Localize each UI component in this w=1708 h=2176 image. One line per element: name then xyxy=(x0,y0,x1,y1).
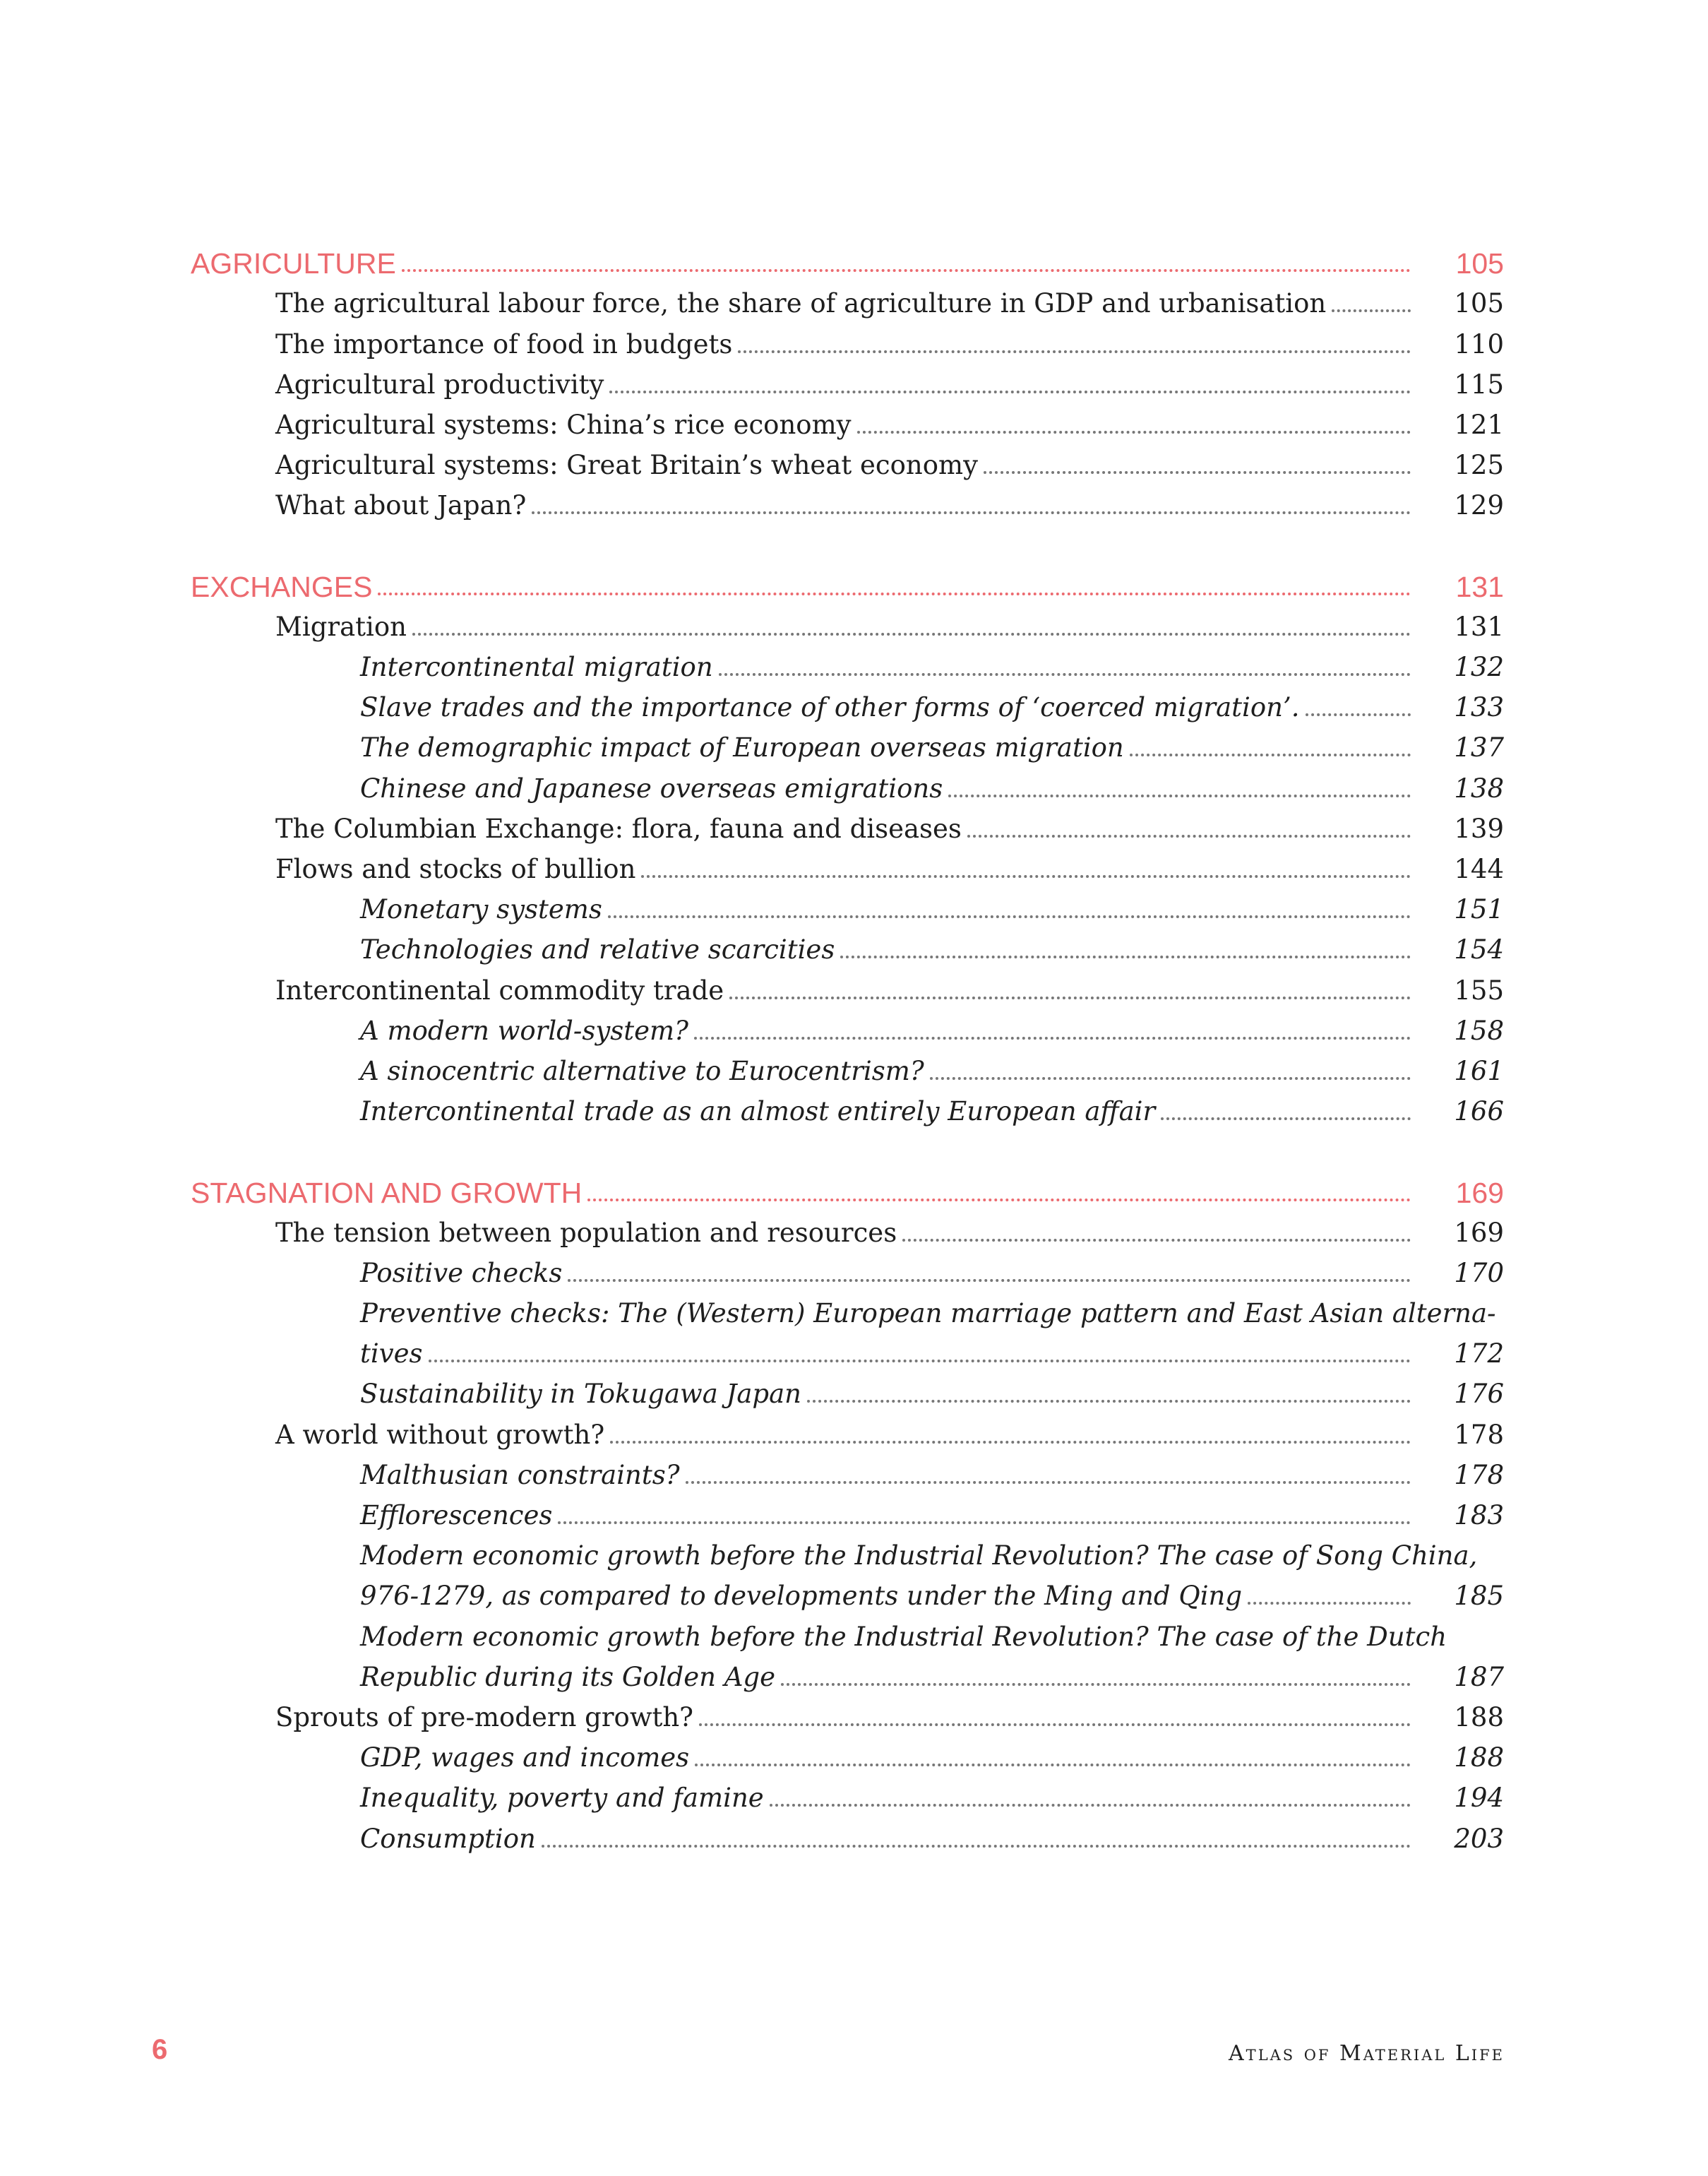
dot-leader xyxy=(542,1845,1411,1848)
entry-title: Slave trades and the importance of other forms of ‘coerced migration’. xyxy=(360,692,1300,723)
entry-title: Sustainability in Tokugawa Japan xyxy=(360,1379,801,1410)
toc-subentry[interactable] xyxy=(191,1451,1504,1491)
dot-leader xyxy=(587,1199,1411,1201)
entry-page-number: 133 xyxy=(1454,692,1504,723)
entry-title: Sprouts of pre-modern growth? xyxy=(275,1701,694,1732)
dot-leader xyxy=(699,1723,1411,1726)
entry-page-number: 125 xyxy=(1454,450,1504,481)
toc-subentry[interactable] xyxy=(191,643,1504,683)
entry-title: Agricultural productivity xyxy=(275,369,604,400)
running-footer-title: Atlas of Material Life xyxy=(1229,2041,1505,2066)
entry-page-number: 132 xyxy=(1454,652,1504,683)
entry-title: Intercontinental migration xyxy=(360,652,713,683)
toc-entry[interactable] xyxy=(191,1410,1504,1450)
entry-title: Agricultural systems: China’s rice economy xyxy=(275,409,852,440)
entry-page-number: 166 xyxy=(1454,1096,1504,1127)
toc-section-heading[interactable] xyxy=(191,562,1504,602)
dot-leader xyxy=(402,269,1411,272)
dot-leader xyxy=(807,1400,1411,1403)
entry-page-number: 203 xyxy=(1454,1823,1504,1854)
toc-subentry[interactable] xyxy=(191,763,1504,804)
dot-leader xyxy=(857,431,1411,434)
entry-page-number: 187 xyxy=(1454,1661,1504,1692)
entry-title: The tension between population and resources xyxy=(275,1217,897,1248)
entry-page-number: 178 xyxy=(1454,1419,1504,1450)
section-spacer xyxy=(191,521,1504,561)
entry-page-number: 121 xyxy=(1454,409,1504,440)
toc-entry[interactable] xyxy=(191,804,1504,845)
toc-entry[interactable] xyxy=(191,279,1504,319)
entry-title: Republic during its Golden Age xyxy=(360,1661,776,1692)
toc-subentry[interactable] xyxy=(191,1814,1504,1854)
entry-page-number: 161 xyxy=(1454,1055,1504,1086)
entry-title: A world without growth? xyxy=(275,1419,605,1450)
dot-leader xyxy=(568,1279,1411,1282)
entry-title: The demographic impact of European overseas migration xyxy=(360,732,1124,763)
dot-leader xyxy=(1130,754,1411,756)
dot-leader xyxy=(532,511,1411,514)
toc-subentry[interactable] xyxy=(191,1249,1504,1289)
entry-page-number: 115 xyxy=(1454,369,1504,400)
entry-page-number: 137 xyxy=(1454,732,1504,763)
entry-title: Inequality, poverty and famine xyxy=(360,1783,764,1814)
entry-page-number: 110 xyxy=(1454,328,1504,359)
dot-leader xyxy=(719,673,1411,676)
page-number: 6 xyxy=(152,2034,168,2065)
entry-title: Positive checks xyxy=(360,1257,563,1288)
toc-subentry[interactable] xyxy=(191,1653,1504,1693)
toc-entry[interactable] xyxy=(191,481,1504,521)
entry-title: GDP, wages and incomes xyxy=(360,1742,690,1773)
toc-subentry[interactable] xyxy=(191,683,1504,723)
dot-leader xyxy=(608,915,1411,918)
entry-title: 976-1279, as compared to developments under the Ming and Qing xyxy=(360,1581,1243,1612)
dot-leader xyxy=(770,1804,1411,1807)
section-title: STAGNATION AND GROWTH xyxy=(191,1176,583,1209)
entry-page-number: 155 xyxy=(1454,975,1504,1006)
toc-subentry[interactable] xyxy=(191,885,1504,925)
dot-leader xyxy=(695,1764,1411,1766)
entry-page-number: 129 xyxy=(1454,490,1504,521)
toc-subentry[interactable] xyxy=(191,1773,1504,1814)
entry-title: Flows and stocks of bullion xyxy=(275,854,636,884)
dot-leader xyxy=(378,593,1411,595)
toc-entry-first-line[interactable]: Modern economic growth before the Industrial Revolution? The case of Song China, xyxy=(360,1540,1478,1571)
dot-leader xyxy=(1248,1602,1411,1605)
entry-title: What about Japan? xyxy=(275,490,527,521)
toc-subentry[interactable] xyxy=(191,1047,1504,1087)
entry-page-number: 169 xyxy=(1454,1217,1504,1248)
entry-page-number: 105 xyxy=(1454,288,1504,319)
toc-subentry[interactable] xyxy=(191,1571,1504,1612)
entry-title: Technologies and relative scarcities xyxy=(360,934,835,965)
entry-title: The agricultural labour force, the share of agriculture in GDP and urbanisation xyxy=(275,288,1327,319)
entry-title: The Columbian Exchange: flora, fauna and diseases xyxy=(275,813,962,844)
entry-page-number: 139 xyxy=(1454,813,1504,844)
dot-leader xyxy=(609,391,1411,393)
entry-title: Consumption xyxy=(360,1823,536,1854)
section-page-number: 105 xyxy=(1455,247,1504,280)
entry-page-number: 158 xyxy=(1454,1015,1504,1046)
entry-title: A sinocentric alternative to Eurocentrism? xyxy=(360,1055,924,1086)
entry-title: Intercontinental commodity trade xyxy=(275,975,724,1006)
entry-page-number: 176 xyxy=(1454,1379,1504,1410)
toc-entry[interactable] xyxy=(191,319,1504,359)
dot-leader xyxy=(558,1521,1411,1524)
entry-title: Intercontinental trade as an almost entirely European affair xyxy=(360,1096,1156,1127)
entry-title: The importance of food in budgets xyxy=(275,328,733,359)
dot-leader xyxy=(1306,713,1411,716)
entry-page-number: 151 xyxy=(1454,894,1504,925)
toc-subentry[interactable] xyxy=(191,1733,1504,1773)
entry-page-number: 138 xyxy=(1454,773,1504,804)
entry-title: Migration xyxy=(275,611,407,642)
entry-page-number: 185 xyxy=(1454,1581,1504,1612)
dot-leader xyxy=(902,1239,1411,1242)
dot-leader xyxy=(984,471,1411,474)
dot-leader xyxy=(729,997,1411,999)
dot-leader xyxy=(948,795,1411,797)
entry-page-number: 154 xyxy=(1454,934,1504,965)
toc-subentry[interactable] xyxy=(191,1087,1504,1127)
toc-subentry[interactable] xyxy=(191,1329,1504,1369)
toc-subentry[interactable] xyxy=(191,1006,1504,1047)
entry-page-number: 188 xyxy=(1454,1742,1504,1773)
dot-leader xyxy=(412,633,1411,636)
toc-entry[interactable] xyxy=(191,400,1504,441)
entry-page-number: 194 xyxy=(1454,1783,1504,1814)
section-title: AGRICULTURE xyxy=(191,247,396,280)
dot-leader xyxy=(967,835,1411,838)
table-of-contents xyxy=(191,239,1504,1855)
entry-page-number: 183 xyxy=(1454,1500,1504,1530)
toc-subentry[interactable] xyxy=(191,1491,1504,1531)
toc-entry[interactable] xyxy=(191,602,1504,643)
entry-page-number: 144 xyxy=(1454,854,1504,884)
dot-leader xyxy=(610,1441,1411,1444)
dot-leader xyxy=(694,1037,1411,1040)
dot-leader xyxy=(840,956,1411,958)
toc-subentry[interactable] xyxy=(191,925,1504,965)
dot-leader xyxy=(738,350,1411,353)
toc-section-heading[interactable] xyxy=(191,1167,1504,1208)
entry-title: Efflorescences xyxy=(360,1500,553,1530)
toc-entry-first-line[interactable]: Preventive checks: The (Western) European marriage pattern and East Asian alterna- xyxy=(360,1298,1496,1329)
toc-entry[interactable] xyxy=(191,1208,1504,1249)
entry-title: Monetary systems xyxy=(360,894,602,925)
entry-page-number: 131 xyxy=(1454,611,1504,642)
dot-leader xyxy=(1161,1117,1411,1120)
dot-leader xyxy=(686,1481,1411,1484)
toc-entry[interactable] xyxy=(191,965,1504,1006)
entry-page-number: 172 xyxy=(1454,1338,1504,1369)
dot-leader xyxy=(930,1077,1411,1080)
dot-leader xyxy=(641,875,1411,878)
entry-title: A modern world-system? xyxy=(360,1015,688,1046)
dot-leader xyxy=(429,1360,1411,1362)
entry-page-number: 188 xyxy=(1454,1701,1504,1732)
entry-title: Agricultural systems: Great Britain’s wheat economy xyxy=(275,450,979,481)
entry-title: tives xyxy=(360,1338,423,1369)
toc-entry[interactable] xyxy=(191,441,1504,481)
entry-page-number: 178 xyxy=(1454,1459,1504,1490)
section-spacer xyxy=(191,1127,1504,1167)
section-page-number: 131 xyxy=(1455,570,1504,603)
entry-title: Malthusian constraints? xyxy=(360,1459,680,1490)
entry-page-number: 170 xyxy=(1454,1257,1504,1288)
entry-title: Chinese and Japanese overseas emigrations xyxy=(360,773,943,804)
dot-leader xyxy=(1332,309,1411,312)
dot-leader xyxy=(781,1683,1411,1686)
section-page-number: 169 xyxy=(1455,1176,1504,1209)
toc-entry[interactable] xyxy=(191,360,1504,400)
section-title: EXCHANGES xyxy=(191,570,373,603)
toc-subentry[interactable] xyxy=(191,1369,1504,1410)
toc-subentry[interactable] xyxy=(191,723,1504,763)
toc-section-heading[interactable] xyxy=(191,239,1504,279)
toc-entry[interactable] xyxy=(191,845,1504,885)
toc-entry[interactable] xyxy=(191,1693,1504,1733)
toc-entry-first-line[interactable]: Modern economic growth before the Industrial Revolution? The case of the Dutch xyxy=(360,1621,1447,1652)
